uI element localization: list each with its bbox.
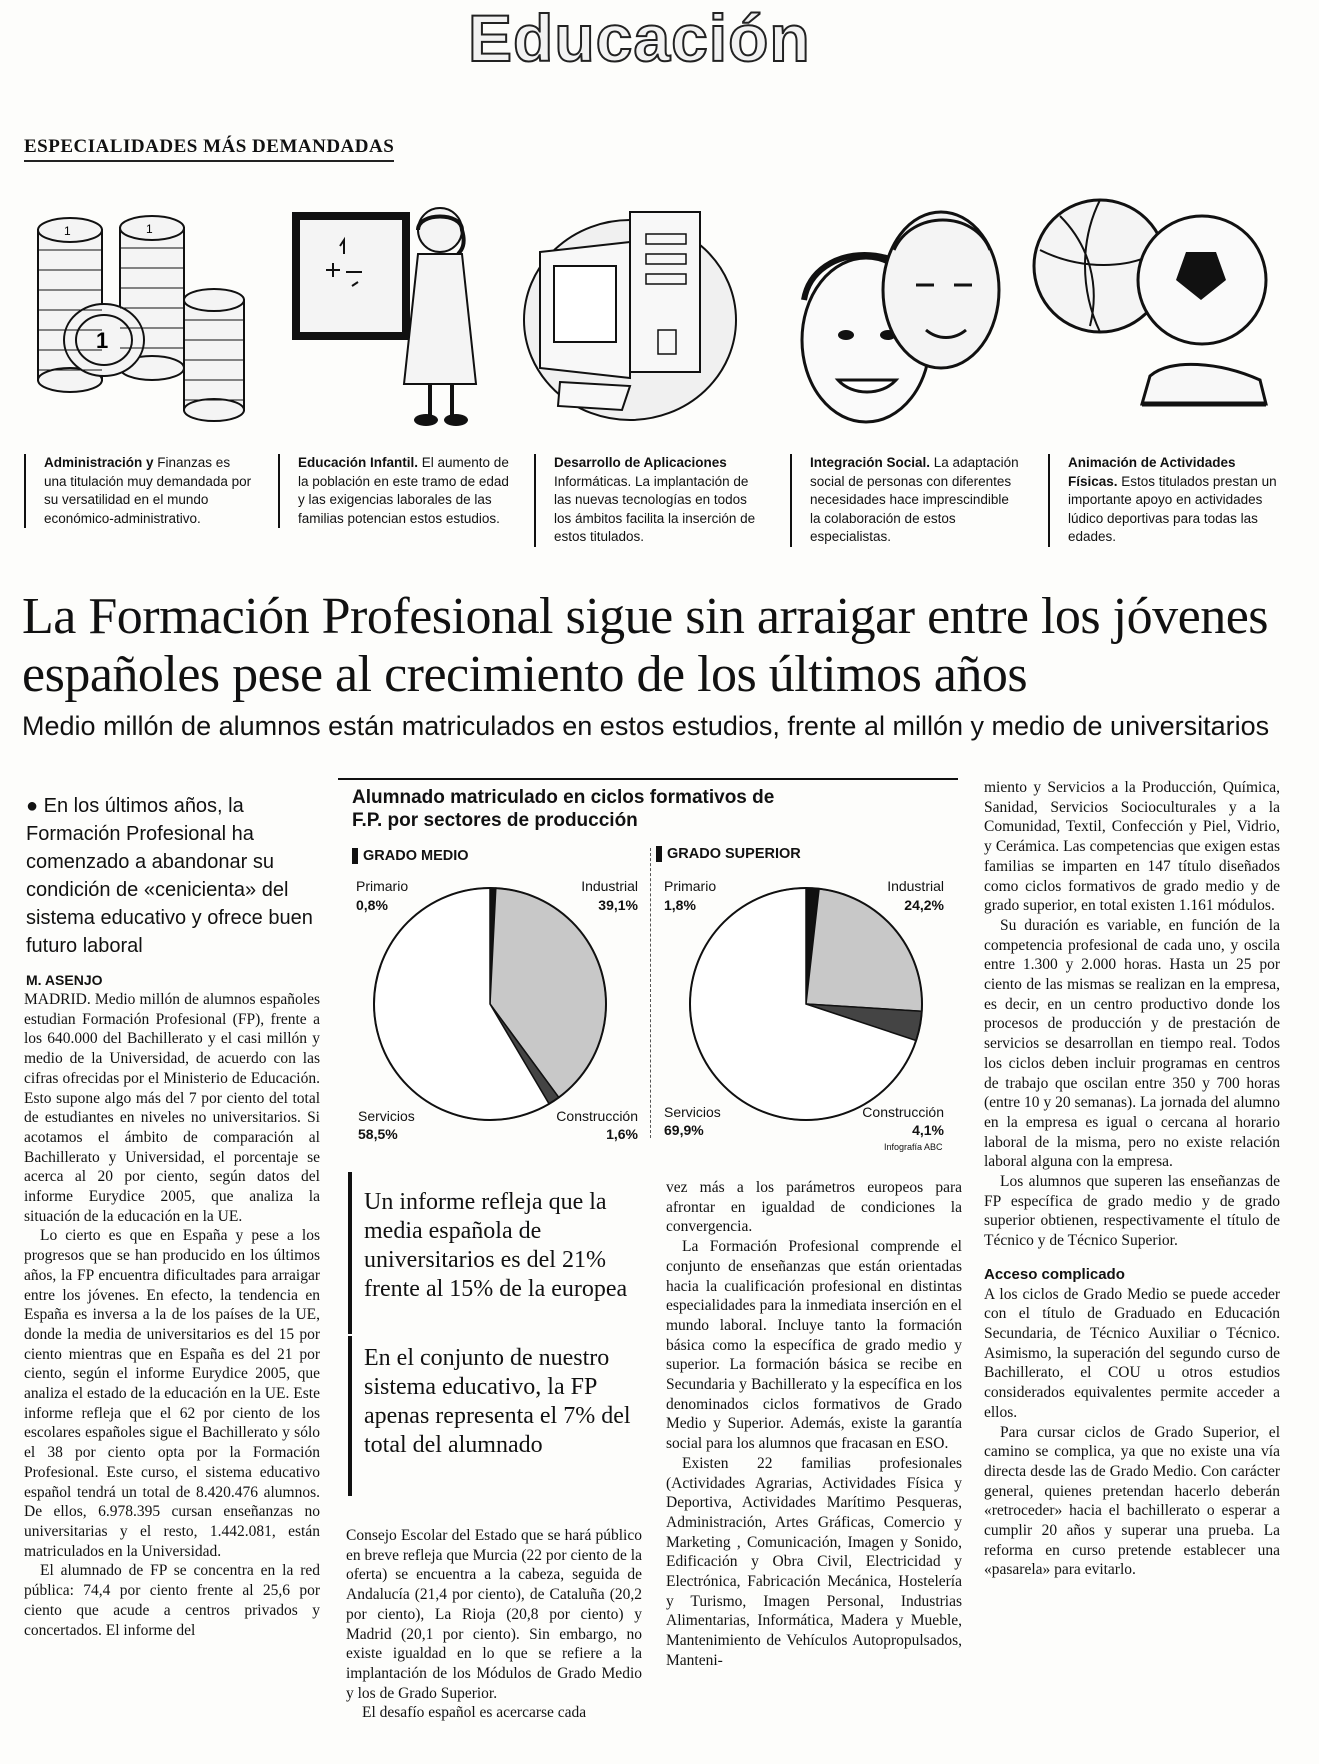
chart-1-title: GRADO MEDIO (352, 848, 469, 864)
label-servicios: Servicios (664, 1104, 721, 1120)
paragraph: A los ciclos de Grado Medio se puede acceder con el título de Graduado en Educación Secundaria, de Técnico Auxiliar o Técnico. Asimismo, la superación del segundo curso de Bachillerato, el COU u otros estudios considerados equivalentes permite acceder a ellos. (984, 1285, 1280, 1421)
paragraph: MADRID. Medio millón de alumnos españoles estudian Formación Profesional (FP), frente a los 640.000 del Bachillerato y el casi millón y medio de la Universidad, de acuerdo con las cifras ofrecidas por el Ministerio de Educación. Esto supone algo más del 7 por ciento del total de estudiantes en niveles no universitarios. Si acotamos el ámbito de comparación al Bachillerato y Universidad, el porcentaje se acerca al 20 por ciento, según datos del informe Eurydice 2005, que analiza la situación de la educación en la UE. (24, 991, 320, 1225)
headline: La Formación Profesional sigue sin arraigar entre los jóvenes españoles pese al crecimiento de los últimos años (22, 588, 1269, 703)
value-construccion: 4,1% (912, 1122, 944, 1138)
specialty-title: Administración y (44, 455, 154, 470)
specialty-text: Estos titulados prestan un importante apoyo en actividades lúdico deportivas para todas las edades. (1068, 473, 1277, 544)
specialty-caption-5 (1048, 454, 1280, 547)
svg-text:1: 1 (96, 328, 109, 353)
specialty-title: Integración Social. (810, 455, 931, 470)
value-primario: 0,8% (356, 897, 388, 913)
chart-title: Alumnado matriculado en ciclos formativos de F.P. por sectores de producción (352, 787, 775, 831)
value-servicios: 69,9% (664, 1122, 704, 1138)
quote-rule-2 (348, 1336, 352, 1496)
specialty-text: Informáticas. La implantación de las nuevas tecnologías en todos los ámbitos facilita la inserción de estos titulados. (554, 473, 756, 544)
paragraph: El alumnado de FP se concentra en la red pública: 74,4 por ciento frente al 25,6 por ciento que acude a centros privados y concertados. El informe del (24, 1562, 320, 1639)
label-industrial: Industrial (581, 878, 638, 894)
value-servicios: 58,5% (358, 1126, 398, 1142)
paragraph: vez más a los parámetros europeos para afrontar en igualdad de condiciones la convergencia. (666, 1179, 962, 1236)
article-column-3 (666, 1178, 962, 1671)
label-industrial: Industrial (887, 878, 944, 894)
chart-2-title: GRADO SUPERIOR (656, 846, 801, 862)
label-construccion: Construcción (556, 1108, 638, 1124)
lead-summary (26, 792, 322, 960)
svg-text:1: 1 (64, 224, 71, 238)
chart-credit: Infografía ABC (884, 1142, 943, 1152)
faces-icon (786, 190, 1006, 440)
specialty-caption-3 (534, 454, 766, 547)
section-title: Educación (468, 1, 811, 75)
article-column-1 (24, 990, 320, 1640)
specialty-title: Animación de Actividades Físicas. (1068, 455, 1236, 489)
label-primario: Primario (664, 878, 717, 894)
paragraph: Lo cierto es que en España y pese a los progresos que se han producido en los últimos años, la FP encuentra dificultades para arraigar entre los jóvenes. En efecto, la tendencia en España es inversa a la de los países de la UE, donde la media de universitarios es del 15 por ciento mientras que en España es del 21 por ciento, según el informe Eurydice 2005, que analiza el estado de la educación en la UE. Este informe refleja que el 62 por ciento de los escolares españoles sigue el Bachillerato y sólo el 38 por ciento opta por la Formación Profesional. Este curso, el sistema educativo español tendrá un total de 8.420.476 alumnos. De ellos, 6.978.395 cursan enseñanzas no universitarias y el resto, 1.442.081, están matriculados en la Universidad. (24, 1227, 320, 1560)
balls-shoe-icon (1030, 190, 1270, 440)
specialty-caption-2 (278, 454, 510, 528)
specialty-caption-4 (790, 454, 1022, 547)
coins-icon (24, 190, 274, 440)
paragraph: miento y Servicios a la Producción, Química, Sanidad, Servicios Socioculturales y a la Comunidad, Textil, Confección y Piel, Vidrio, y Cerámica. Las competencias que exigen estas familias se imparten en 147 título diseñados como ciclos formativos de grado medio y de grado superior, en total existen 1.161 módulos. (984, 779, 1280, 915)
paragraph: Los alumnos que superen las enseñanzas de FP específica de grado medio y de grado superior obtienen, respectivamente el título de Técnico y de Técnico Superior. (984, 1173, 1280, 1250)
pull-quote-1: Un informe refleja que la media española de universitarios es del 21% frente al 15% de la europea (364, 1189, 628, 1302)
computer-icon (520, 190, 740, 440)
svg-text:1: 1 (146, 222, 153, 236)
quote-rule-1 (348, 1172, 352, 1334)
specialty-text: Finanzas es una titulación muy demandada por su versatilidad en el mundo económico-administrativo. (44, 455, 252, 526)
section-subtitle: Acceso complicado (984, 1265, 1125, 1283)
label-construccion: Construcción (862, 1104, 944, 1120)
label-primario: Primario (356, 878, 409, 894)
paragraph: Consejo Escolar del Estado que se hará público en breve refleja que Murcia (22 por ciento de la oferta) se encuentra a la cabeza, seguida de Andalucía (21,4 por ciento), de Cataluña (20,2 por ciento), La Rioja (20,8 por ciento) y Madrid (20,1 por ciento). Sin embargo, no existe igualdad en lo que se refiere a la implantación de los Módulos de Grado Medio y los de Grado Superior. (346, 1527, 642, 1702)
article-column-2 (346, 1526, 642, 1723)
value-primario: 1,8% (664, 897, 696, 913)
subheadline: Medio millón de alumnos están matriculados en estos estudios, frente al millón y medio de universitarios (22, 711, 1270, 741)
paragraph: La Formación Profesional comprende el conjunto de enseñanzas que están orientadas hacia la cualificación profesional en distintas especialidades para la inmediata inserción en el mundo laboral. Incluye tanto la formación básica como la específica de grado medio y superior. La formación básica se recibe en Secundaria y Bachillerato y la específica en los denominados ciclos formativos de Grado Medio y Superior. Además, existe la garantía social para los alumnos que fracasan en ESO. (666, 1238, 962, 1453)
bullet-icon: ● (26, 795, 44, 817)
value-industrial: 39,1% (598, 897, 638, 913)
specialty-title: Desarrollo de Aplicaciones (554, 455, 727, 470)
chart-divider (650, 848, 652, 1138)
pull-quote-2: En el conjunto de nuestro sistema educativo, la FP apenas representa el 7% del total del alumnado (364, 1345, 631, 1458)
paragraph: El desafío español es acercarse cada (362, 1704, 587, 1722)
paragraph: Existen 22 familias profesionales (Actividades Agrarias, Actividades Física y Deportiva, Actividades Marítimo Pesqueras, Administración, Artes Gráficas, Comercio y Marketing , Comunicación, Imagen y Sonido, Edificación y Obra Civil, Electricidad y Electrónica, Fabricación Mecánica, Hostelería y Turismo, Imagen Personal, Industrias Alimentarias, Informática, Madera y Mueble, Mantenimiento de Vehículos Autopropulsados, Manteni- (666, 1454, 962, 1669)
kicker: ESPECIALIDADES MÁS DEMANDADAS (24, 136, 394, 162)
specialty-text: La adaptación social de personas con diferentes necesidades hace imprescindible la colaboración de estos especialistas. (810, 455, 1019, 544)
specialty-title: Educación Infantil. (298, 455, 419, 470)
paragraph: Para cursar ciclos de Grado Superior, el camino se complica, ya que no existe una vía directa desde las de Grado Medio. Con carácter general, quienes pretendan hacerlo deberán «retroceder» hacia el bachillerato o esperar a cumplir 20 años y superar una prueba. La reforma en curso pretende establecer una «pasarela» para evitarlo. (984, 1423, 1280, 1579)
specialty-text: El aumento de la población en este tramo de edad y las exigencias laborales de las familias potencian estos estudios. (298, 455, 509, 526)
specialty-caption-1 (24, 454, 256, 528)
label-servicios: Servicios (358, 1108, 415, 1124)
child-blackboard-icon (290, 190, 490, 440)
value-industrial: 24,2% (904, 897, 944, 913)
byline: M. ASENJO (26, 972, 103, 988)
value-construccion: 1,6% (606, 1126, 638, 1142)
article-column-4 (984, 778, 1280, 1580)
paragraph: Su duración es variable, en función de la competencia profesional de cada uno, y oscila entre 1.300 y 2.000 horas. Hasta un 25 por ciento de las mismas se realizan en la empresa, es decir, en un centro productivo donde los procesos de producción y de prestación de servicios se desarrollan en tiempo real. Todos los ciclos deben incluir programas en centros de trabajo que oscilan entre 350 y 700 horas (entre 10 y 20 semanas). La jornada del alumno en la empresa es igual o cercana al horario laboral de la misma, pero no existe relación laboral alguna con la empresa. (984, 916, 1280, 1171)
chart-top-rule (338, 778, 958, 780)
lead-text: En los últimos años, la Formación Profesional ha comenzado a abandonar su condición de «cenicienta» del sistema educativo y ofrece buen futuro laboral (26, 795, 313, 957)
